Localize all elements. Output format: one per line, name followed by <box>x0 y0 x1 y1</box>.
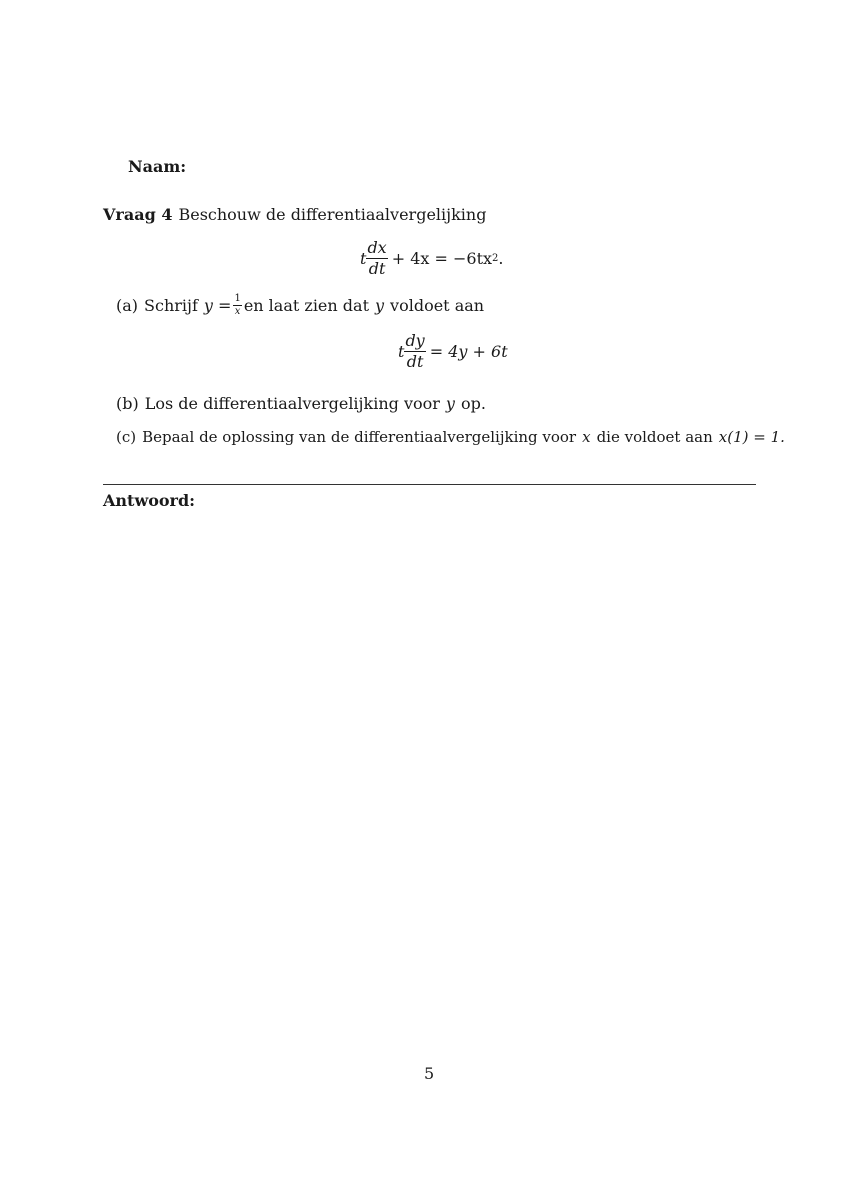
part-a-text3: voldoet aan <box>390 296 485 315</box>
part-c-marker: (c) <box>116 428 137 446</box>
eq2-denominator: dt <box>406 352 424 371</box>
answer-label: Antwoord: <box>103 491 196 510</box>
eq2-rest: = 4y + 6t <box>429 342 508 361</box>
part-c-text2: die voldoet aan <box>596 428 713 446</box>
page-number: 5 <box>424 1064 435 1083</box>
eq1-rest: + 4x = −6tx <box>391 249 493 268</box>
part-c-var: x <box>582 428 591 446</box>
eq1-end: . <box>498 249 504 268</box>
part-a-math: y = <box>203 296 232 315</box>
part-a-text2: en laat zien dat <box>243 296 369 315</box>
part-b-text2: op. <box>460 394 486 413</box>
equation-2 <box>398 333 508 370</box>
question-intro: Beschouw de differentiaalvergelijking <box>178 205 487 224</box>
eq2-fraction <box>404 333 425 370</box>
part-c-condition: x(1) = 1. <box>718 428 785 446</box>
equation-1 <box>360 240 503 277</box>
eq2-numerator: dy <box>405 331 425 350</box>
question-label: Vraag 4 <box>103 205 173 224</box>
part-b-marker: (b) <box>116 394 139 413</box>
part-b <box>116 394 486 413</box>
part-a <box>116 294 484 317</box>
eq1-exponent: 2 <box>492 253 499 264</box>
eq2-t: t <box>398 342 405 361</box>
eq1-fraction <box>366 240 387 277</box>
part-a-text1: Schrijf <box>144 296 198 315</box>
part-c <box>116 428 785 446</box>
name-label: Naam: <box>128 157 187 176</box>
part-c-text1: Bepaal de oplossing van de differentiaalvergelijking voor <box>142 428 577 446</box>
question-intro-line <box>103 205 486 224</box>
eq1-denominator: dt <box>368 259 386 278</box>
part-b-var: y <box>445 394 455 413</box>
part-a-frac-den: x <box>234 306 241 317</box>
eq1-t: t <box>360 249 367 268</box>
part-a-var: y <box>375 296 385 315</box>
eq1-numerator: dx <box>367 238 387 257</box>
part-a-frac-num: 1 <box>234 293 241 304</box>
part-a-fraction <box>233 294 241 317</box>
part-a-marker: (a) <box>116 296 139 315</box>
part-b-text1: Los de differentiaalvergelijking voor <box>144 394 440 413</box>
answer-divider <box>103 484 756 485</box>
